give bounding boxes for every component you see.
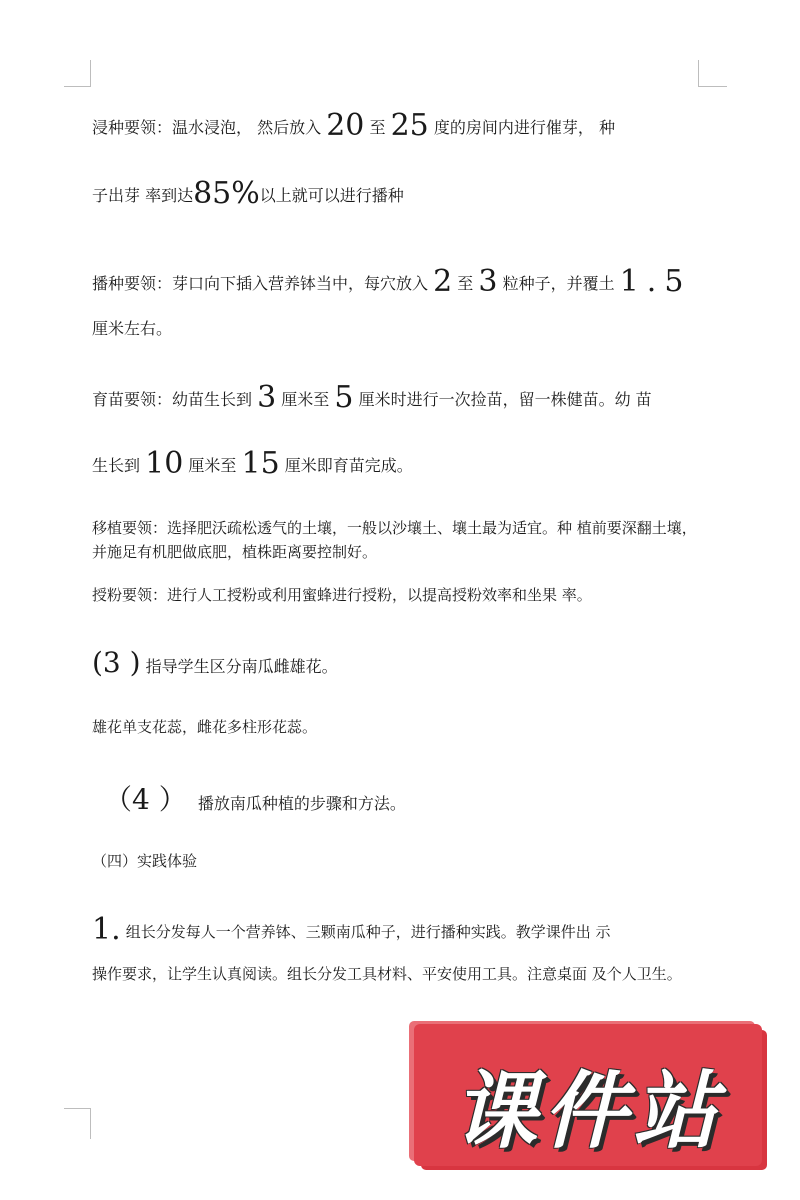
soak-line-1	[92, 108, 708, 143]
soak-line-2	[92, 176, 708, 211]
text-run: 以上就可以进行播种	[259, 186, 404, 205]
seedling-line-2	[92, 446, 708, 481]
crop-mark-top-right	[698, 60, 727, 87]
text-run: 厘米至	[188, 456, 237, 475]
watermark-stamp	[398, 1010, 770, 1172]
text-run: 度的房间内进行催芽， 种	[433, 118, 615, 137]
flower-description: 雄花单支花蕊，雌花多柱形花蕊。	[92, 718, 318, 736]
number-run: 10	[145, 446, 184, 481]
text-run: 育苗要领：幼苗生长到	[92, 390, 253, 409]
number-run: 5	[334, 380, 354, 415]
practice-paragraph: 操作要求，让学生认真阅读。组长分发工具材料、平安使用工具。注意桌面 及个人卫生。	[92, 965, 682, 983]
text-run: 播放南瓜种植的步骤和方法。	[197, 794, 406, 813]
transplant-paragraph: 移植要领：选择肥沃疏松透气的土壤，一般以沙壤土、壤土最为适宜。种 植前要深翻土壤，并施足有机肥做底肥，植株距离要控制好。	[92, 519, 697, 561]
number-run: 1.5	[619, 264, 692, 299]
text-run: 组长分发每人一个营养钵、三颗南瓜种子，进行播种实践。教学课件出 示	[125, 923, 611, 941]
number-run: 85%	[193, 176, 260, 211]
text-run: 浸种要领：温水浸泡， 然后放入	[92, 118, 322, 137]
text-run: 厘米即育苗完成。	[284, 456, 413, 475]
practice-line-1	[92, 912, 708, 947]
step-number: （4 ）	[104, 783, 187, 816]
list-number: 1.	[92, 912, 121, 947]
number-run: 25	[390, 108, 429, 143]
seedling-line-1	[92, 380, 708, 415]
text-run: 播种要领：芽口向下插入营养钵当中，每穴放入	[92, 274, 429, 293]
text-run: 指导学生区分南瓜雌雄花。	[145, 657, 338, 676]
text-run: 粒种子，并覆土	[502, 274, 615, 293]
step-3-line	[92, 646, 708, 679]
pollination-paragraph: 授粉要领：进行人工授粉或利用蜜蜂进行授粉，以提高授粉效率和坐果 率。	[92, 586, 592, 604]
sow-line-1	[92, 264, 708, 299]
number-run: 2	[433, 264, 453, 299]
text-run: 至	[457, 274, 474, 293]
number-run: 15	[241, 446, 280, 481]
text-run: 生长到	[92, 456, 141, 475]
section-heading: （四）实践体验	[92, 852, 198, 870]
text-run: 至	[369, 118, 386, 137]
step-number: (3 )	[92, 646, 141, 679]
number-run: 3	[257, 380, 277, 415]
sow-line-2: 厘米左右。	[92, 319, 173, 338]
text-run: 厘米时进行一次捡苗，留一株健苗。幼 苗	[358, 390, 652, 409]
text-run: 子出芽 率到达	[92, 186, 194, 205]
text-run: 厘米至	[281, 390, 330, 409]
number-run: 20	[326, 108, 365, 143]
step-4-line	[104, 778, 708, 818]
crop-mark-top-left	[64, 60, 91, 87]
crop-mark-bottom-left	[64, 1108, 91, 1139]
number-run: 3	[478, 264, 498, 299]
stamp-logo-text: 课件站	[452, 1062, 723, 1160]
